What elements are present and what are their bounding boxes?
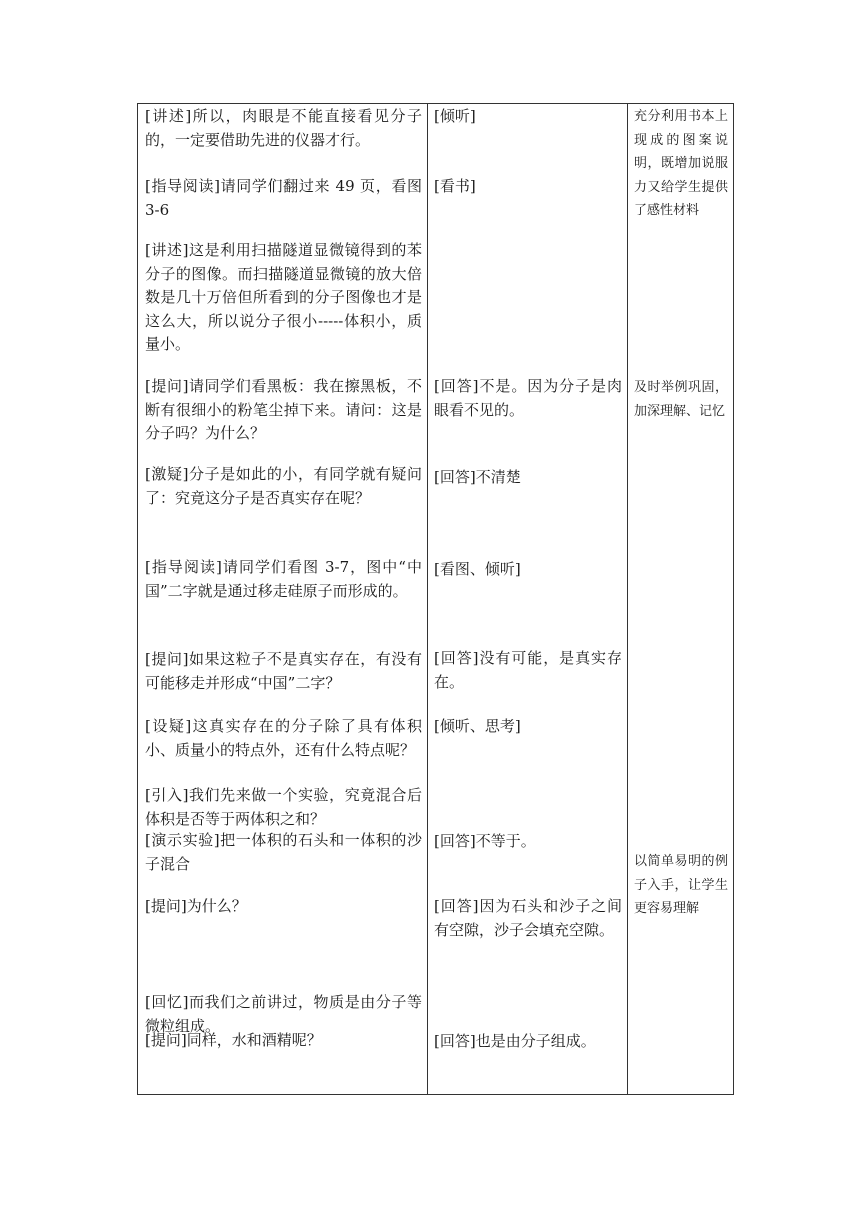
student-block: [看书] [434,177,476,195]
student-block: [回答]没有可能，是真实存在。 [434,649,622,691]
teacher-activity-column [138,104,428,1094]
teacher-block: [演示实验]把一体积的石头和一体积的沙子混合 [145,831,422,873]
student-block: [倾听] [434,107,476,125]
student-block: [回答]也是由分子组成。 [434,1032,596,1050]
student-block: [看图、倾听] [434,560,521,578]
teacher-block: [指导阅读]请同学们翻过来 49 页，看图 3-6 [145,177,422,219]
student-block: [倾听、思考] [434,717,521,735]
teacher-block: [提问]请同学们看黑板：我在擦黑板，不断有很细小的粉笔尘掉下来。请问：这是分子吗？为什么？ [145,377,422,442]
student-block: [回答]不清楚 [434,468,521,486]
student-block: [回答]因为石头和沙子之间有空隙，沙子会填充空隙。 [434,897,622,939]
student-block: [回答]不等于。 [434,832,536,850]
lesson-plan-table [137,103,734,1095]
student-block: [回答]不是。因为分子是肉眼看不见的。 [434,377,622,419]
note-block: 及时举例巩固，加深理解、记忆 [634,380,728,419]
teacher-block: [引入]我们先来做一个实验，究竟混合后体积是否等于两体积之和？ [145,786,422,828]
teacher-block: [回忆]而我们之前讲过，物质是由分子等微粒组成。 [145,993,422,1035]
teacher-block: [提问]如果这粒子不是真实存在，有没有可能移走并形成“中国”二字？ [145,650,422,692]
student-activity-column [427,104,628,1094]
teacher-block: [激疑]分子是如此的小，有同学就有疑问了：究竟这分子是否真实存在呢？ [145,465,422,507]
note-block: 以简单易明的例子入手，让学生更容易理解 [634,854,728,916]
teacher-block: [提问]为什么？ [145,897,247,915]
teacher-block: [提问]同样，水和酒精呢？ [145,1031,322,1049]
teacher-block: [设疑]这真实存在的分子除了具有体积小、质量小的特点外，还有什么特点呢？ [145,717,422,759]
teacher-block: [指导阅读]请同学们看图 3-7，图中“中国”二字就是通过移走硅原子而形成的。 [145,558,422,600]
teacher-block: [讲述]这是利用扫描隧道显微镜得到的苯分子的图像。而扫描隧道显微镜的放大倍数是几十万倍但所看到的分子图像也才是这么大，所以说分子很小-----体积小，质量小。 [145,241,422,353]
note-block: 充分利用书本上现成的图案说明，既增加说服力又给学生提供了感性材料 [634,109,728,218]
design-intent-column [627,104,733,1094]
teacher-block: [讲述]所以，肉眼是不能直接看见分子的，一定要借助先进的仪器才行。 [145,107,422,149]
